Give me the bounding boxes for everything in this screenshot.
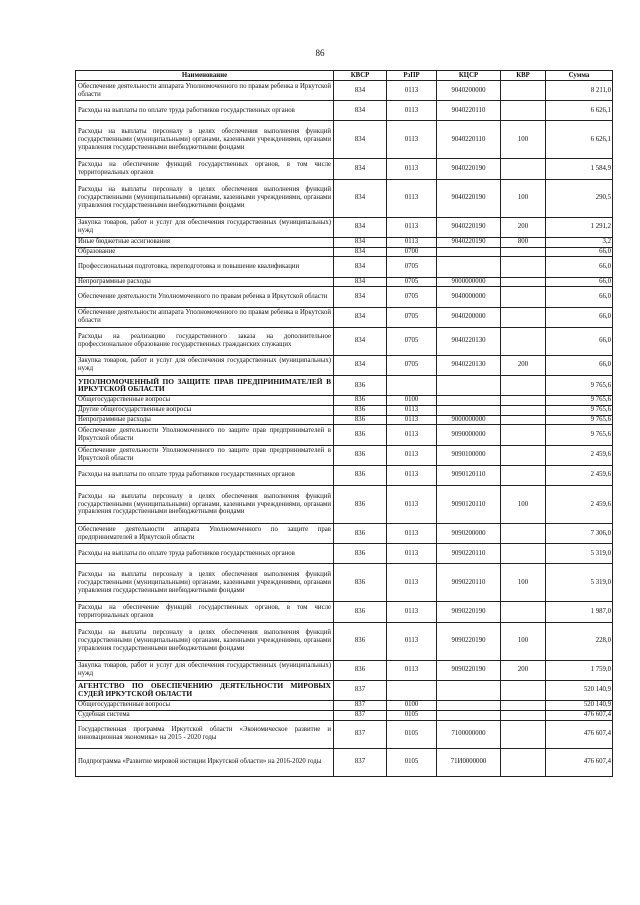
cell-kvr (501, 277, 546, 287)
cell-kcsr (437, 375, 501, 395)
cell-name: АГЕНТСТВО ПО ОБЕСПЕЧЕНИЮ ДЕЯТЕЛЬНОСТИ МИРОВЫХ СУДЕЙ ИРКУТСКОЙ ОБЛАСТИ (76, 680, 334, 700)
cell-kvsr: 837 (334, 720, 387, 748)
cell-rzpr (387, 680, 437, 700)
cell-kvsr: 834 (334, 257, 387, 277)
table-row (76, 660, 613, 680)
cell-rzpr: 0113 (387, 121, 437, 159)
cell-name: Общегосударственные вопросы (76, 700, 334, 710)
cell-rzpr: 0113 (387, 179, 437, 217)
table-row (76, 486, 613, 524)
cell-kvr: 200 (501, 355, 546, 375)
table-row (76, 544, 613, 564)
cell-rzpr: 0113 (387, 544, 437, 564)
table-row (76, 425, 613, 445)
cell-kcsr (437, 257, 501, 277)
cell-rzpr: 0113 (387, 564, 437, 602)
cell-kcsr: 9090220110 (437, 564, 501, 602)
cell-rzpr: 0100 (387, 700, 437, 710)
cell-name: Расходы на выплаты персоналу в целях обеспечения выполнения функций государственными (муниципальными) органами, казенными учреждениями, органами управления государственными внебюджетными фондами (76, 564, 334, 602)
cell-rzpr: 0705 (387, 327, 437, 355)
cell-sum: 66,0 (546, 277, 613, 287)
cell-name: Иные бюджетные ассигнования (76, 237, 334, 247)
cell-kvr (501, 445, 546, 465)
cell-kvsr: 834 (334, 327, 387, 355)
table-row (76, 564, 613, 602)
cell-rzpr: 0705 (387, 355, 437, 375)
cell-rzpr: 0705 (387, 307, 437, 327)
table-row (76, 277, 613, 287)
cell-kvsr: 834 (334, 217, 387, 237)
cell-name: Расходы на реализацию государственного заказа на дополнительное профессиональное образование государственных гражданских служащих (76, 327, 334, 355)
cell-rzpr: 0705 (387, 287, 437, 307)
cell-sum: 2 459,6 (546, 465, 613, 485)
cell-kcsr: 9090200000 (437, 524, 501, 544)
cell-kvsr: 836 (334, 405, 387, 415)
table-row (76, 81, 613, 101)
cell-name: Обеспечение деятельности аппарата Уполномоченного по правам ребенка в Иркутской области (76, 81, 334, 101)
cell-kvsr: 836 (334, 564, 387, 602)
cell-kcsr: 7100000000 (437, 720, 501, 748)
cell-rzpr: 0113 (387, 602, 437, 622)
cell-kvr: 200 (501, 217, 546, 237)
table-row (76, 121, 613, 159)
cell-kvr (501, 101, 546, 121)
cell-rzpr: 0105 (387, 720, 437, 748)
cell-name: Подпрограмма «Развитие мировой юстиции Иркутской области» на 2016-2020 годы (76, 748, 334, 776)
cell-kvsr: 834 (334, 247, 387, 257)
cell-sum: 7 306,0 (546, 524, 613, 544)
cell-sum: 5 319,0 (546, 564, 613, 602)
table-row (76, 710, 613, 720)
cell-kvr (501, 720, 546, 748)
cell-name: Расходы на выплаты по оплате труда работников государственных органов (76, 544, 334, 564)
cell-rzpr: 0105 (387, 710, 437, 720)
cell-rzpr: 0705 (387, 277, 437, 287)
cell-name: Расходы на выплаты по оплате труда работников государственных органов (76, 465, 334, 485)
cell-kvr (501, 159, 546, 179)
cell-rzpr: 0113 (387, 465, 437, 485)
cell-name: Закупка товаров, работ и услуг для обеспечения государственных (муниципальных) нужд (76, 660, 334, 680)
header-rzpr: РзПР (387, 71, 437, 81)
cell-kvsr: 836 (334, 622, 387, 660)
header-kcsr: КЦСР (437, 71, 501, 81)
cell-name: Расходы на выплаты персоналу в целях обеспечения выполнения функций государственными (муниципальными) органами, казенными учреждениями, органами управления государственными внебюджетными фондами (76, 486, 334, 524)
cell-kvr (501, 710, 546, 720)
cell-kvr (501, 602, 546, 622)
cell-kvsr: 834 (334, 237, 387, 247)
cell-name: Непрограммные расходы (76, 415, 334, 425)
table-row (76, 257, 613, 277)
cell-sum: 3,2 (546, 237, 613, 247)
cell-kcsr (437, 680, 501, 700)
cell-sum: 476 607,4 (546, 720, 613, 748)
cell-kvr (501, 247, 546, 257)
cell-sum: 9 765,6 (546, 396, 613, 406)
header-kvr: КВР (501, 71, 546, 81)
cell-kcsr: 9090100000 (437, 445, 501, 465)
cell-rzpr: 0705 (387, 257, 437, 277)
cell-kvsr: 834 (334, 81, 387, 101)
cell-name: Профессиональная подготовка, переподготовка и повышение квалификации (76, 257, 334, 277)
budget-table-wrapper (75, 70, 613, 777)
cell-kvr: 100 (501, 121, 546, 159)
cell-rzpr: 0113 (387, 622, 437, 660)
cell-name: Расходы на выплаты по оплате труда работников государственных органов (76, 101, 334, 121)
table-row (76, 396, 613, 406)
cell-kvsr: 836 (334, 396, 387, 406)
cell-sum: 8 211,0 (546, 81, 613, 101)
cell-sum: 6 626,1 (546, 121, 613, 159)
cell-rzpr: 0113 (387, 217, 437, 237)
cell-kvr: 100 (501, 486, 546, 524)
cell-kcsr: 9040220110 (437, 101, 501, 121)
cell-sum: 9 765,6 (546, 415, 613, 425)
page-number: 86 (315, 48, 325, 58)
cell-rzpr: 0105 (387, 748, 437, 776)
table-row (76, 445, 613, 465)
cell-kcsr (437, 396, 501, 406)
cell-sum: 1 291,2 (546, 217, 613, 237)
table-row (76, 307, 613, 327)
cell-kvr (501, 524, 546, 544)
table-row (76, 415, 613, 425)
cell-kvr (501, 544, 546, 564)
cell-rzpr: 0100 (387, 396, 437, 406)
cell-kvsr: 834 (334, 307, 387, 327)
cell-sum: 66,0 (546, 307, 613, 327)
cell-kcsr (437, 710, 501, 720)
cell-kvsr: 834 (334, 101, 387, 121)
cell-name: Непрограммные расходы (76, 277, 334, 287)
table-row (76, 524, 613, 544)
cell-kcsr (437, 405, 501, 415)
cell-kvr (501, 465, 546, 485)
table-body (76, 81, 613, 777)
cell-kvsr: 836 (334, 486, 387, 524)
cell-sum: 1 987,0 (546, 602, 613, 622)
cell-kvsr: 834 (334, 355, 387, 375)
cell-kvsr: 836 (334, 524, 387, 544)
cell-sum: 2 459,6 (546, 486, 613, 524)
cell-name: Расходы на выплаты персоналу в целях обеспечения выполнения функций государственными (муниципальными) органами, казенными учреждениями, органами управления государственными внебюджетными фондами (76, 179, 334, 217)
cell-sum: 520 140,9 (546, 680, 613, 700)
cell-name: Расходы на выплаты персоналу в целях обеспечения выполнения функций государственными (муниципальными) органами, казенными учреждениями, органами управления государственными внебюджетными фондами (76, 622, 334, 660)
cell-sum: 66,0 (546, 287, 613, 307)
cell-kvsr: 837 (334, 710, 387, 720)
cell-sum: 66,0 (546, 355, 613, 375)
cell-name: Общегосударственные вопросы (76, 396, 334, 406)
cell-sum: 9 765,6 (546, 425, 613, 445)
table-row (76, 405, 613, 415)
cell-kvr (501, 415, 546, 425)
cell-kvsr: 834 (334, 179, 387, 217)
cell-kcsr: 9040220130 (437, 327, 501, 355)
cell-sum: 1 584,9 (546, 159, 613, 179)
cell-sum: 66,0 (546, 327, 613, 355)
table-row (76, 287, 613, 307)
cell-sum: 5 319,0 (546, 544, 613, 564)
table-row (76, 622, 613, 660)
cell-name: Обеспечение деятельности Уполномоченного по правам ребенка в Иркутской области (76, 287, 334, 307)
cell-sum: 2 459,6 (546, 445, 613, 465)
header-kvsr: КВСР (334, 71, 387, 81)
cell-kcsr: 9090220190 (437, 602, 501, 622)
cell-kvsr: 836 (334, 415, 387, 425)
cell-kcsr: 9090000000 (437, 425, 501, 445)
cell-kvr (501, 307, 546, 327)
cell-sum: 6 626,1 (546, 101, 613, 121)
cell-sum: 228,0 (546, 622, 613, 660)
table-row (76, 355, 613, 375)
cell-kvr (501, 81, 546, 101)
budget-table (75, 70, 613, 777)
table-row (76, 327, 613, 355)
table-row (76, 680, 613, 700)
cell-kcsr: 9040220190 (437, 237, 501, 247)
cell-kvsr: 836 (334, 375, 387, 395)
cell-rzpr (387, 375, 437, 395)
cell-kcsr: 9090220190 (437, 660, 501, 680)
cell-kvsr: 836 (334, 602, 387, 622)
cell-kvr: 100 (501, 179, 546, 217)
cell-kcsr: 9040220110 (437, 121, 501, 159)
cell-rzpr: 0700 (387, 247, 437, 257)
cell-sum: 290,5 (546, 179, 613, 217)
cell-name: Обеспечение деятельности аппарата Уполномоченного по защите прав предпринимателей в Иркутской области (76, 524, 334, 544)
cell-kcsr: 9040000000 (437, 287, 501, 307)
cell-kvr (501, 327, 546, 355)
cell-kvsr: 834 (334, 287, 387, 307)
cell-kcsr: 9090120110 (437, 486, 501, 524)
cell-sum: 9 765,6 (546, 405, 613, 415)
table-row (76, 101, 613, 121)
cell-name: Обеспечение деятельности Уполномоченного по защите прав предпринимателей в Иркутской области (76, 445, 334, 465)
cell-kcsr: 9040220190 (437, 159, 501, 179)
table-row (76, 375, 613, 395)
cell-name: Расходы на обеспечение функций государственных органов, в том числе территориальных органов (76, 602, 334, 622)
cell-rzpr: 0113 (387, 445, 437, 465)
cell-kvsr: 836 (334, 425, 387, 445)
header-sum: Сумма (546, 71, 613, 81)
cell-rzpr: 0113 (387, 415, 437, 425)
cell-kvr (501, 287, 546, 307)
cell-sum: 9 765,6 (546, 375, 613, 395)
cell-kcsr: 71И0000000 (437, 748, 501, 776)
cell-name: УПОЛНОМОЧЕННЫЙ ПО ЗАЩИТЕ ПРАВ ПРЕДПРИНИМАТЕЛЕЙ В ИРКУТСКОЙ ОБЛАСТИ (76, 375, 334, 395)
cell-kvsr: 836 (334, 445, 387, 465)
cell-kvr (501, 700, 546, 710)
cell-name: Закупка товаров, работ и услуг для обеспечения государственных (муниципальных) нужд (76, 217, 334, 237)
cell-sum: 1 759,0 (546, 660, 613, 680)
cell-kvr (501, 748, 546, 776)
cell-name: Обеспечение деятельности Уполномоченного по защите прав предпринимателей в Иркутской области (76, 425, 334, 445)
cell-name: Государственная программа Иркутской области «Экономическое развитие и инновационная экономика» на 2015 - 2020 годы (76, 720, 334, 748)
table-row (76, 217, 613, 237)
table-row (76, 700, 613, 710)
cell-rzpr: 0113 (387, 159, 437, 179)
cell-kcsr: 9040220130 (437, 355, 501, 375)
table-row (76, 720, 613, 748)
cell-kvsr: 836 (334, 660, 387, 680)
cell-rzpr: 0113 (387, 486, 437, 524)
cell-kvr (501, 405, 546, 415)
cell-sum: 476 607,4 (546, 710, 613, 720)
cell-kcsr: 9090220110 (437, 544, 501, 564)
cell-kvsr: 837 (334, 748, 387, 776)
cell-sum: 66,0 (546, 247, 613, 257)
cell-rzpr: 0113 (387, 237, 437, 247)
cell-kcsr: 9000000000 (437, 415, 501, 425)
cell-kcsr: 9040220190 (437, 179, 501, 217)
cell-kvsr: 836 (334, 544, 387, 564)
table-row (76, 602, 613, 622)
table-row (76, 179, 613, 217)
table-row (76, 159, 613, 179)
cell-kcsr: 9040220190 (437, 217, 501, 237)
cell-kcsr: 9090220190 (437, 622, 501, 660)
table-row (76, 748, 613, 776)
cell-kvr (501, 425, 546, 445)
cell-kvr: 200 (501, 660, 546, 680)
cell-kvsr: 836 (334, 465, 387, 485)
cell-kvsr: 834 (334, 121, 387, 159)
cell-rzpr: 0113 (387, 425, 437, 445)
cell-rzpr: 0113 (387, 660, 437, 680)
cell-rzpr: 0113 (387, 81, 437, 101)
cell-kvsr: 834 (334, 159, 387, 179)
table-header (76, 71, 613, 81)
cell-kvr (501, 257, 546, 277)
cell-rzpr: 0113 (387, 405, 437, 415)
cell-sum: 520 140,9 (546, 700, 613, 710)
cell-name: Обеспечение деятельности аппарата Уполномоченного по правам ребенка в Иркутской области (76, 307, 334, 327)
cell-sum: 476 607,4 (546, 748, 613, 776)
cell-name: Расходы на выплаты персоналу в целях обеспечения выполнения функций государственными (муниципальными) органами, казенными учреждениями, органами управления государственными внебюджетными фондами (76, 121, 334, 159)
cell-kcsr: 9040200000 (437, 307, 501, 327)
cell-kvsr: 837 (334, 680, 387, 700)
cell-kcsr: 9040200000 (437, 81, 501, 101)
table-row (76, 237, 613, 247)
cell-name: Судебная система (76, 710, 334, 720)
cell-kcsr: 9090120110 (437, 465, 501, 485)
cell-kvr: 800 (501, 237, 546, 247)
cell-kcsr: 9000000000 (437, 277, 501, 287)
cell-kcsr (437, 247, 501, 257)
header-name: Наименование (76, 71, 334, 81)
cell-kvsr: 834 (334, 277, 387, 287)
cell-rzpr: 0113 (387, 524, 437, 544)
cell-rzpr: 0113 (387, 101, 437, 121)
table-row (76, 465, 613, 485)
table-row (76, 247, 613, 257)
cell-name: Образование (76, 247, 334, 257)
cell-sum: 66,0 (546, 257, 613, 277)
cell-name: Закупка товаров, работ и услуг для обеспечения государственных (муниципальных) нужд (76, 355, 334, 375)
cell-kvsr: 837 (334, 700, 387, 710)
cell-kvr (501, 375, 546, 395)
cell-kvr (501, 680, 546, 700)
cell-kvr (501, 396, 546, 406)
cell-kvr: 100 (501, 564, 546, 602)
cell-kvr: 100 (501, 622, 546, 660)
cell-name: Другие общегосударственные вопросы (76, 405, 334, 415)
cell-kcsr (437, 700, 501, 710)
cell-name: Расходы на обеспечение функций государственных органов, в том числе территориальных органов (76, 159, 334, 179)
